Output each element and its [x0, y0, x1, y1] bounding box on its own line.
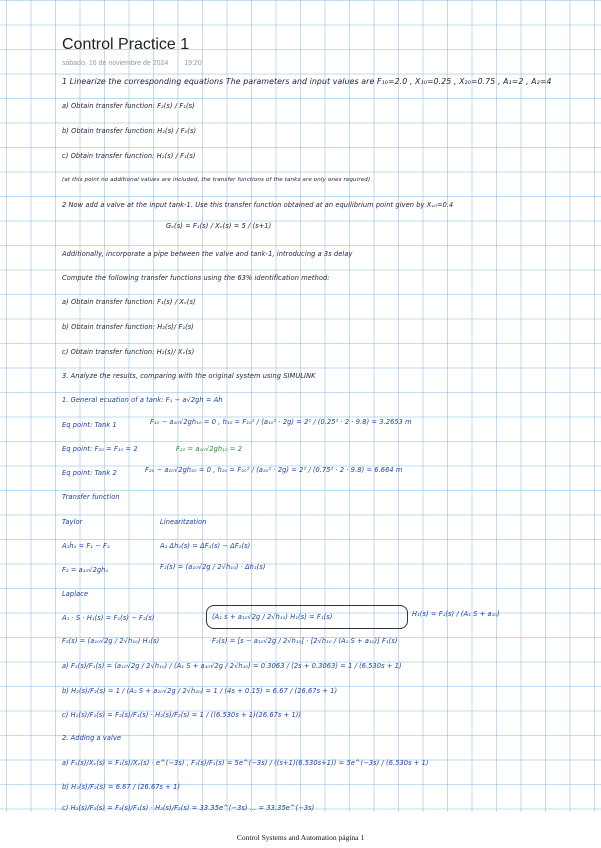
problem-1c: c) Obtain transfer function: H₂(s) / F₁(s): [62, 152, 196, 160]
laplace-h1-result: H₁(s) = F₁(s) / (A₁ S + a₁₀): [412, 610, 500, 618]
problem-2a: a) Obtain transfer function: F₁(s) / Xᵥ(s): [62, 298, 196, 306]
problem-2-delay: Additionally, incorporate a pipe between the valve and tank-1, introducing a 3s delay: [62, 250, 353, 258]
page-time: 19:20: [184, 60, 202, 67]
problem-1a: a) Obtain transfer function: F₂(s) / F₁(s): [62, 102, 195, 110]
laplace-eq-4: F₂(s) = [s − a₁₀√2g / 2√h₁₀] · [2√h₁₀ / (A₁ S + a₁₀)] F₁(s): [212, 637, 398, 645]
problem-1-statement: 1 Linearize the corresponding equations The parameters and input values are F₁₀=2.0 , X₁₀=0.25 , X₂₀=0.75 , A₁=2 , A₂=4: [62, 77, 552, 86]
taylor-eq-2: F₂ = a₁₀√2gh₁: [62, 566, 109, 574]
problem-1b: b) Obtain transfer function: H₂(s) / F₁(s): [62, 127, 197, 135]
result-b: b) H₂(s)/F₂(s) = 1 / (A₂ S + a₂₀√2g / 2√h₂₀) = 1 / (4s + 0.15) = 6.67 / (26.67s + 1): [62, 687, 338, 695]
eq-point-tank2-formula: F₂₀ − a₂₀√2gh₂₀ = 0 , h₂₀ = F₂₀² / (a₂₀² · 2g) = 2² / (0.75² · 2 · 9.8) = 6.664 m: [145, 466, 403, 474]
eq-point-tank1-formula: F₁₀ − a₁₀√2gh₁₀ = 0 , h₁₀ = F₁₀² / (a₁₀² · 2g) = 2² / (0.25² · 2 · 9.8) = 3.2653 m: [150, 418, 412, 426]
section-transfer-function: Transfer function: [62, 493, 120, 501]
eq-point-flow-formula: F₂₀ = a₁₀√2gh₁₀ = 2: [176, 445, 242, 453]
page-meta: [62, 60, 216, 67]
eq-point-tank1-label: Eq point: Tank 1: [62, 421, 117, 429]
valve-result-b: b) H₂(s)/F₂(s) = 6.67 / (26.67s + 1): [62, 783, 181, 791]
section-adding-valve: 2. Adding a valve: [62, 734, 122, 742]
section-laplace: Laplace: [62, 590, 89, 598]
page-footer: Control Systems and Automation página 1: [236, 833, 365, 842]
eq-point-tank2-label: Eq point: Tank 2: [62, 469, 117, 477]
laplace-eq-2: (A₁ s + a₁₀√2g / 2√h₁₀) H₁(s) = F₁(s): [212, 613, 333, 621]
tank-general-equation: 1. General ecuation of a tank: F₁ − a√2gh = Aḣ: [62, 396, 223, 404]
problem-2b: b) Obtain transfer function: H₂(s)/ F₁(s): [62, 323, 194, 331]
problem-1-note: (at this point no additional values are included, the transfer functions of the tanks are only ones required): [62, 177, 371, 183]
linear-eq-1: A₁ Δh₁(s) = ΔF₁(s) − ΔF₂(s): [160, 542, 251, 550]
taylor-eq-1: A₁ḣ₁ = F₁ − F₂: [62, 542, 110, 550]
result-c: c) H₂(s)/F₁(s) = F₂(s)/F₁(s) · H₂(s)/F₂(s) = 1 / ((6.530s + 1)(26.67s + 1)): [62, 711, 302, 719]
valve-result-c: c) H₂(s)/F₁(s) = F₂(s)/F₁(s) · H₂(s)/F₂(s) = 33.35e^(−3s) ... = 33.35e^(−3s): [62, 804, 315, 812]
problem-2-statement: 2 Now add a valve at the input tank-1. Use this transfer function obtained at an equilibrium point given by Xᵥ₀=0.4: [62, 201, 454, 209]
col-linearization: Linearitzation: [160, 518, 207, 526]
page-date: sábado, 16 de noviembre de 2024: [62, 60, 169, 67]
result-a: a) F₂(s)/F₁(s) = (a₁₀√2g / 2√h₁₀) / (A₁ S + a₁₀√2g / 2√h₁₀) = 0.3063 / (2s + 0.3063) = 1 / (6.530s + 1): [62, 662, 402, 670]
col-taylor: Taylor: [62, 518, 83, 526]
laplace-eq-3: F₂(s) = (a₁₀√2g / 2√h₁₀) H₁(s): [62, 637, 160, 645]
valve-transfer-function: Gᵥ(s) = F₁(s) / Xᵥ(s) = 5 / (s+1): [166, 222, 272, 230]
linear-eq-2: F₂(s) = (a₁₀√2g / 2√h₁₀) · Δh₁(s): [160, 563, 266, 571]
problem-3-statement: 3. Analyze the results, comparing with the original system using SIMULINK: [62, 372, 316, 380]
eq-point-flow-label: Eq point: F₂₀ = F₁₀ = 2: [62, 445, 138, 453]
valve-result-a: a) F₁(s)/Xᵥ(s) = F₁(s)/Xᵥ(s) · e^(−3s) , F₂(s)/F₁(s) = 5e^(−3s) / ((s+1)(6.530s+1)) = 5e^(−3s) / (6.530s + 1): [62, 759, 429, 767]
footer-band: [0, 812, 601, 848]
problem-2-method: Compute the following transfer functions using the 63% identification method:: [62, 274, 330, 282]
page-title: Control Practice 1: [62, 36, 190, 53]
problem-2c: c) Obtain transfer function: H₂(s)/ Xᵥ(s): [62, 348, 195, 356]
laplace-eq-1: A₁ · S · H₁(s) = F₁(s) − F₂(s): [62, 614, 155, 622]
